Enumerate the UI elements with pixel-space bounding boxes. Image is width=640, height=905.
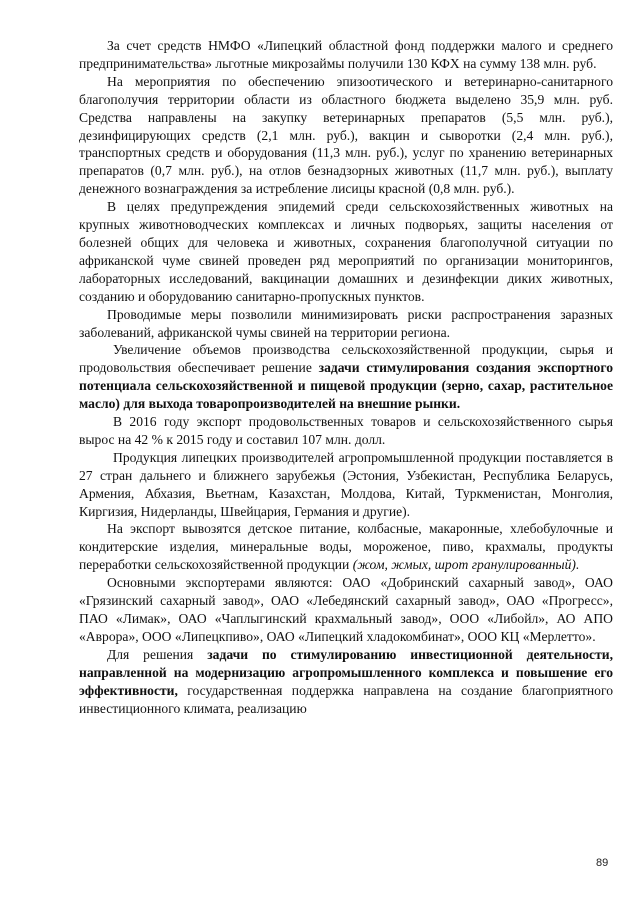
paragraph-exporters: [79, 574, 613, 646]
text-run: Для решения: [107, 646, 208, 662]
paragraph-epidemic-prevention: [79, 198, 613, 305]
paragraph-veterinary: [79, 73, 613, 198]
page-number: 89: [596, 857, 609, 869]
paragraph-export-products: [79, 520, 613, 574]
paragraph-export-countries: [79, 449, 613, 521]
paragraph-investment-task: [79, 646, 613, 718]
text-run: Основными экспортерами являются: ОАО «Добринский сахарный завод», ОАО «Грязинский сахарный завод», ОАО «Лебедянский сахарный завод», ОАО «Прогресс», ПАО «Лимак», ОАО «Чаплыгинский крахмальный завод», ООО «Либойл», АО АПО «Аврора», ООО «Липецкпиво», ОАО «Липецкий хладокомбинат», ООО КЦ «Мерлетто».: [79, 575, 613, 644]
text-run: В 2016 году экспорт продовольственных товаров и сельскохозяйственного сырья вырос на 42 % к 2015 году и составил 107 млн. долл.: [79, 414, 613, 447]
text-run: государственная поддержка направлена на создание благоприятного инвестиционного климата, реализацию: [79, 682, 613, 716]
paragraph-export-2016: [79, 413, 613, 449]
text-run: Проводимые меры позволили минимизировать риски распространения заразных заболеваний, африканской чумы свиней на территории региона.: [79, 306, 613, 340]
paragraph-export-task: [79, 341, 613, 413]
text-run: Продукция липецких производителей агропромышленной продукции поставляется в 27 стран дальнего и ближнего зарубежья (Эстония, Узбекистан, Республика Беларусь, Армения, Абхазия, Вьетнам, Казахстан, Молдова, Китай, Туркменистан, Монголия, Киргизия, Нидерланды, Швейцария, Германия и другие).: [79, 449, 613, 519]
bold-text-run: задачи по стимулированию инвестиционной деятельности, направленной на модернизацию агропромышленного комплекса и повышение его эффективности,: [79, 646, 613, 698]
text-run: На мероприятия по обеспечению эпизоотического и ветеринарно-санитарного благополучия территории области из областного бюджета выделено 35,9 млн. руб. Средства направлены на закупку ветеринарных препаратов (5,5 млн. руб.), дезинфицирующих средств (2,1 млн. руб.), вакцин и сыворотки (2,4 млн. руб.), транспортных средств и оборудования (11,3 млн. руб.), услуг по хранению ветеринарных препаратов (0,7 млн. руб.), на отлов безнадзорных животных (11,7 млн. руб.), выплату денежного вознаграждения за истребление лисицы красной (0,8 млн. руб.).: [79, 73, 613, 197]
text-run: За счет средств НМФО «Липецкий областной фонд поддержки малого и среднего предпринимательства» льготные микрозаймы получили 130 КФХ на сумму 138 млн. руб.: [79, 38, 613, 71]
document-page: [79, 37, 613, 717]
bold-text-run: задачи стимулирования создания экспортного потенциала сельскохозяйственной и пищевой продукции (зерно, сахар, растительное масло) для выхода товаропроизводителей на внешние рынки.: [79, 360, 613, 412]
italic-text-run: (жом, жмых, шрот гранулированный).: [352, 557, 580, 573]
paragraph-microloans: [79, 37, 613, 73]
text-run: В целях предупреждения эпидемий среди сельскохозяйственных животных на крупных животноводческих комплексах и личных подворьях, защиты населения от болезней общих для человека и животных, сохранения благополучной ситуации по африканской чуме свиней проведен ряд мероприятий по организации мониторингов, лабораторных исследований, вакцинации домашних и дезинфекции диких животных, созданию и оборудованию санитарно-пропускных пунктов.: [79, 199, 613, 304]
text-run: Увеличение объемов производства сельскохозяйственной продукции, сырья и продовольствия обеспечивает решение: [79, 342, 613, 376]
text-run: На экспорт вывозятся детское питание, колбасные, макаронные, хлебобулочные и кондитерские изделия, минеральные воды, мороженое, пиво, крахмалы, продукты переработки сельскохозяйственной продукции: [79, 521, 613, 573]
paragraph-risk-measures: [79, 306, 613, 342]
